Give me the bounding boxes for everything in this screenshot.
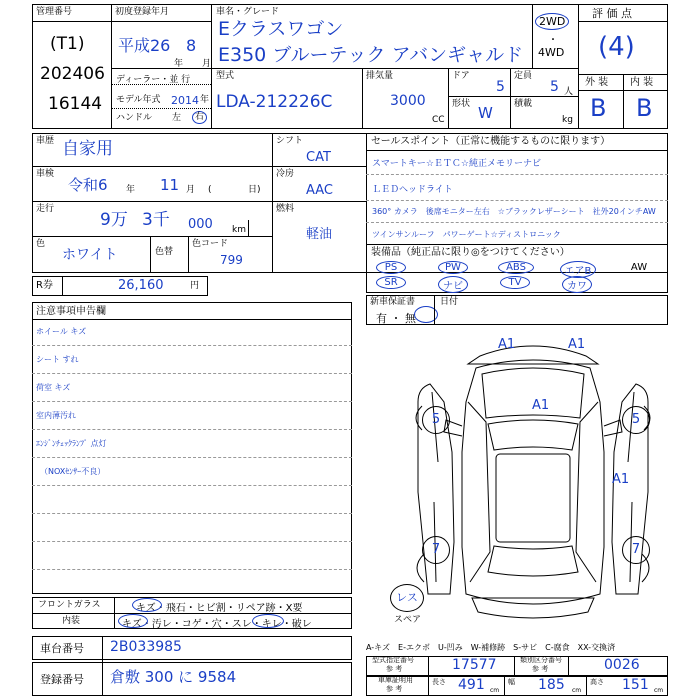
engine-label: 排気量 <box>366 71 394 81</box>
equip-sr: SR <box>376 276 406 289</box>
date-label: 日付 <box>440 297 459 307</box>
first-reg-month: 8 <box>186 36 197 55</box>
katashiki-value: LDA-212226C <box>216 92 333 112</box>
naga-value: 491 <box>458 677 485 693</box>
spare-circle: レス <box>390 584 424 612</box>
engine-value: 3000 <box>390 93 426 109</box>
kanri-v2: 202406 <box>40 64 105 84</box>
handle-left: 左 <box>172 113 182 123</box>
dmg-left-front-5: 5 <box>422 406 450 434</box>
inspection-paren: ( <box>208 185 212 195</box>
handle-label: ハンドル <box>116 113 153 123</box>
drive-2wd: 2WD <box>535 13 569 30</box>
inspection-era: 令和6 <box>68 176 108 194</box>
inspection-day-unit: 日) <box>248 185 261 195</box>
inspection-year-unit: 年 <box>126 185 136 195</box>
equip-label: 装備品（純正品に限り◎をつけてください） <box>371 247 570 258</box>
equip-navi: ナビ <box>438 276 468 293</box>
cooler-label: 冷房 <box>276 169 295 179</box>
car-label: 車名・グレード <box>216 7 280 17</box>
shift-label: シフト <box>276 136 304 146</box>
outer-top-frame <box>32 4 668 129</box>
chassis-value: 2B033985 <box>110 639 182 655</box>
naga-unit: cm <box>490 687 500 694</box>
cooler-value: AAC <box>306 183 333 198</box>
recycle-value: 26,160 <box>118 278 164 293</box>
drive-4wd: 4WD <box>538 46 565 59</box>
ruibetsu-label: 類別区分番号 <box>520 656 562 664</box>
engine-unit: CC <box>432 115 445 125</box>
mileage-rest: 000 <box>188 217 213 232</box>
kanri-label: 管理番号 <box>36 7 73 17</box>
inspection-month-unit: 月 <box>186 185 196 195</box>
dealer-label: ディーラー・並 行 <box>116 75 191 85</box>
mileage-unit: km <box>232 225 246 235</box>
equip-leather: カワ <box>562 276 592 293</box>
cert-sub: 参 考 <box>386 685 403 693</box>
cert-label: 車庫証明用 <box>378 676 413 684</box>
dmg-front-left: A1 <box>498 337 516 352</box>
haba-unit: cm <box>572 687 582 694</box>
taka-value: 151 <box>622 677 649 693</box>
model-year-value: 2014 <box>171 94 199 107</box>
note-2: シート すれ <box>36 355 79 364</box>
katashiki-label: 型式 <box>216 71 235 81</box>
recycle-label: R券 <box>36 280 53 291</box>
glass-kizu-circle <box>132 598 162 612</box>
recycle-unit: 円 <box>190 281 200 291</box>
dmg-left-rear-7: 7 <box>422 536 450 564</box>
model-year-label: モデル年式 <box>116 95 161 105</box>
sales-line-1: スマートキー☆ＥＴＣ☆純正メモリーナビ <box>372 159 541 169</box>
note-5: ｴﾝｼﾞﾝﾁｪｯｸﾗﾝﾌﾟ 点灯 <box>36 439 107 448</box>
note-4: 室内薄汚れ <box>36 411 76 420</box>
load-label: 積載 <box>514 99 533 109</box>
reg-label: 登録番号 <box>40 673 84 686</box>
drive-dot: ・ <box>548 35 558 46</box>
ruibetsu-sub: 参 考 <box>532 665 549 673</box>
color-value: ホワイト <box>62 247 118 263</box>
color-code-label: 色コード <box>192 239 229 249</box>
sales-line-3: 360° カメラ 後席モニター左右 ☆ブラックレザーシート 社外20インチAW <box>372 207 656 216</box>
kata-sub: 参 考 <box>386 665 403 673</box>
inspection-label: 車検 <box>36 169 55 179</box>
door-value: 5 <box>496 79 505 95</box>
capacity-label: 定員 <box>514 71 533 81</box>
sales-line-2: ＬＥＤヘッドライト <box>372 185 453 195</box>
note-6: （NOXｾﾝｻｰ不良） <box>40 467 106 476</box>
haba-label: 幅 <box>508 678 515 686</box>
score-label: 評 価 点 <box>592 7 632 20</box>
dmg-right-side: A1 <box>612 472 630 487</box>
kanri-v1: (T1) <box>50 34 85 54</box>
car-name: Eクラスワゴン <box>218 18 344 40</box>
exterior-label: 外 装 <box>585 77 609 88</box>
naisou-label: 内装 <box>62 616 81 626</box>
first-reg-month-unit: 月 <box>202 59 212 69</box>
notes-label: 注意事項申告欄 <box>36 306 106 317</box>
kata-label: 型式指定番号 <box>372 656 414 664</box>
naisou-kizu-circle <box>118 614 148 628</box>
first-reg-year-unit: 年 <box>174 59 184 69</box>
color-code: 799 <box>220 253 243 267</box>
haba-value: 185 <box>538 677 565 693</box>
ruibetsu-value: 0026 <box>604 657 640 673</box>
shape-value: W <box>478 104 493 122</box>
color-label: 色 <box>36 239 46 249</box>
naisou-text: キズ・汚レ・コゲ・穴・スレ・キレ・破レ <box>122 619 312 630</box>
score-value: (4) <box>598 32 635 62</box>
glass-text: キズ・飛石・ヒビ割・リペア跡・X要 <box>136 603 303 614</box>
car-grade: E350 ブルーテック アバンギャルド <box>218 44 524 66</box>
naisou-sure-circle <box>252 614 284 628</box>
equip-aw: AW <box>630 262 648 273</box>
spare-label: スペア <box>394 615 422 625</box>
sales-label: セールスポイント（正常に機能するものに限ります） <box>371 136 611 147</box>
dmg-hood: A1 <box>532 398 550 413</box>
model-year-unit: 年 <box>200 95 210 105</box>
interior-label: 内 装 <box>630 77 654 88</box>
warranty-value: 有 ・ 無 <box>376 312 416 325</box>
equip-airbag: エアB <box>560 261 596 278</box>
glass-label: フロントガラス <box>38 600 101 610</box>
inspection-month: 11 <box>160 176 180 194</box>
interior-value: B <box>636 94 653 122</box>
equip-pw: PW <box>438 261 468 274</box>
mileage-man: 9万 <box>100 210 128 230</box>
dmg-right-front-5: 5 <box>622 406 650 434</box>
kanri-v3: 16144 <box>48 94 103 114</box>
taka-label: 高さ <box>590 678 604 686</box>
equip-abs: ABS <box>498 261 534 274</box>
note-1: ホイール キズ <box>36 327 87 336</box>
shift-value: CAT <box>306 150 331 165</box>
fuel-label: 燃料 <box>276 204 295 214</box>
load-unit: kg <box>562 115 573 125</box>
shape-label: 形状 <box>452 99 471 109</box>
capacity-value: 5 <box>550 79 559 95</box>
history-label: 車歴 <box>36 136 55 146</box>
naga-label: 長さ <box>432 678 446 686</box>
chassis-label: 車台番号 <box>40 642 84 655</box>
sales-line-4: ツインサンルーフ パワーゲート☆ディストロニック <box>372 230 561 239</box>
warranty-label: 新車保証書 <box>370 297 416 307</box>
dmg-front-right: A1 <box>568 337 586 352</box>
first-reg-label: 初度登録年月 <box>115 7 170 17</box>
taka-unit: cm <box>654 687 664 694</box>
reg-value: 倉敷 300 に 9584 <box>110 668 237 686</box>
equip-tv: TV <box>500 276 530 289</box>
equip-ps: PS <box>376 261 406 274</box>
kata-value: 17577 <box>452 657 497 673</box>
first-reg-era: 平成26 <box>118 36 171 55</box>
door-label: ドア <box>452 71 470 81</box>
color-change-label: 色替 <box>155 247 174 257</box>
history-value: 自家用 <box>62 139 113 159</box>
fuel-value: 軽油 <box>306 227 333 242</box>
capacity-unit: 人 <box>564 87 574 97</box>
note-3: 荷室 キズ <box>36 383 71 392</box>
mileage-sen: 3千 <box>142 210 170 230</box>
dmg-right-rear-7: 7 <box>622 536 650 564</box>
exterior-value: B <box>590 94 607 122</box>
damage-legend: A-キズ E-エクボ U-凹み W-補修跡 S-サビ C-腐食 XX-交換済 <box>366 643 616 652</box>
mileage-label: 走行 <box>36 204 55 214</box>
handle-right: 右 <box>192 111 207 124</box>
